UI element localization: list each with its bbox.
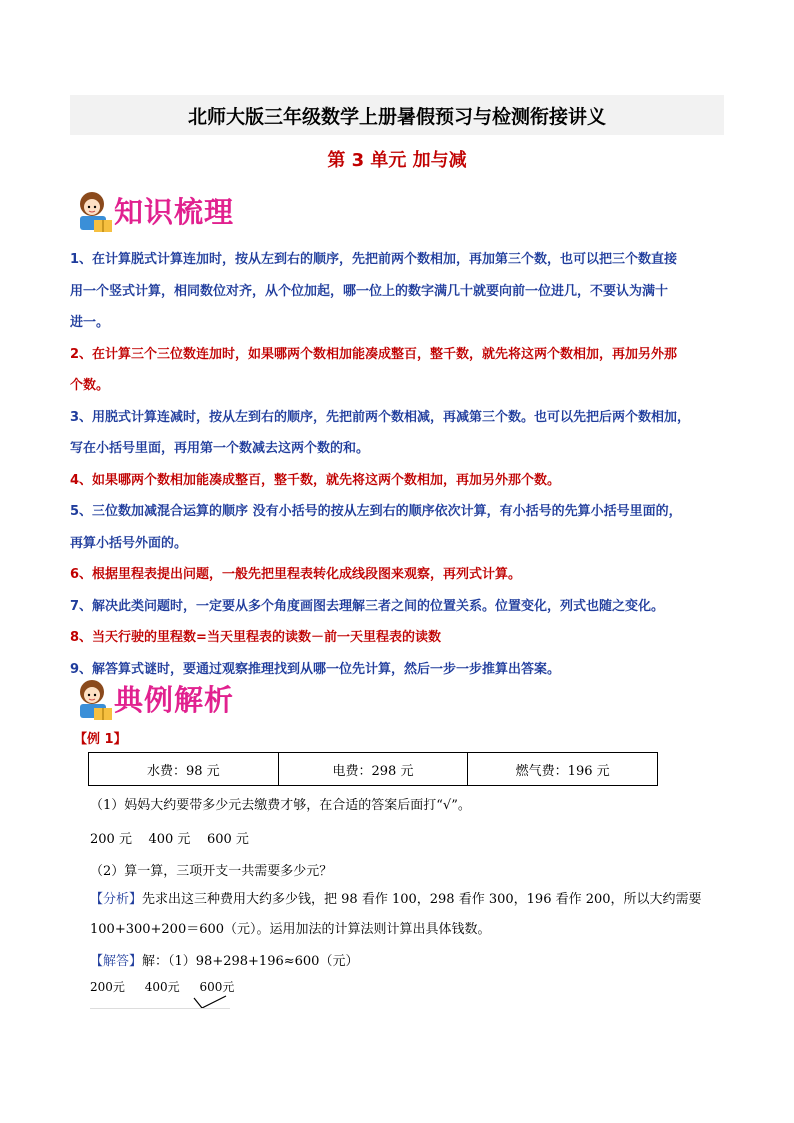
knowledge-point-line: 4、如果哪两个数相加能凑成整百，整千数，就先将这两个数相加，再加另外那个数。 — [70, 472, 561, 488]
answer-options: 200 元 400 元 600 元 — [90, 832, 249, 847]
section-knowledge-label: 知识梳理 — [114, 195, 235, 229]
section-example-heading — [72, 676, 272, 722]
knowledge-point-line: 用一个竖式计算，相同数位对齐，从个位加起，哪一位上的数字满几十就要向前一位进几，不要认为满十 — [70, 283, 669, 299]
knowledge-point-line: 进一。 — [70, 315, 110, 330]
knowledge-point-line: 个数。 — [70, 378, 110, 393]
answer-underline — [90, 1008, 230, 1009]
fee-electric: 电费：298 元 — [278, 753, 468, 786]
knowledge-point-line: 再算小括号外面的。 — [70, 535, 188, 551]
knowledge-point-line: 6、根据里程表提出问题，一般先把里程表转化成线段图来观察，再列式计算。 — [70, 567, 522, 582]
option-200: 200元 — [90, 980, 125, 994]
analysis-block — [90, 885, 730, 945]
knowledge-points — [70, 244, 730, 685]
knowledge-point-line: 2、在计算三个三位数连加时，如果哪两个数相加能凑成整百，整千数，就先将这两个数相加，再加另外那 — [70, 346, 678, 362]
example-tag: 【例 1】 — [74, 732, 127, 747]
knowledge-point-line: 8、当天行驶的里程数=当天里程表的读数－前一天里程表的读数 — [70, 630, 441, 645]
answer-tag: 【解答】 — [90, 954, 143, 969]
knowledge-point-line: 写在小括号里面，再用第一个数减去这两个数的和。 — [70, 441, 370, 456]
knowledge-point-line: 7、解决此类问题时，一定要从多个角度画图去理解三者之间的位置关系。位置变化，列式也随之变化。 — [70, 598, 665, 614]
option-400: 400元 — [144, 980, 180, 994]
question-2: （2）算一算，三项开支一共需要多少元？ — [90, 864, 333, 879]
fee-gas: 燃气费：196 元 — [468, 753, 658, 786]
girl-reading-icon — [72, 188, 116, 234]
knowledge-point-line: 9、解答算式谜时，要通过观察推理找到从哪一位先计算，然后一步一步推算出答案。 — [70, 661, 561, 677]
fee-table — [88, 752, 658, 786]
answer-line-1: 解：（1）98+298+196≈600（元） — [142, 954, 359, 969]
knowledge-point-line: 3、用脱式计算连减时，按从左到右的顺序，先把前两个数相减，再减第三个数。也可以先把后两个数相加， — [70, 409, 691, 425]
analysis-line-2: 100+300+200＝600（元）。运用加法的计算法则计算出具体钱数。 — [90, 922, 491, 937]
section-example-label: 典例解析 — [114, 683, 235, 717]
girl-reading-icon — [72, 676, 116, 722]
page-title: 北师大版三年级数学上册暑假预习与检测衔接讲义 — [187, 106, 606, 128]
table-row — [89, 753, 658, 786]
unit-subtitle: 第 3 单元 加与减 — [327, 150, 467, 171]
option-600: 600元 — [199, 980, 235, 994]
question-1: （1）妈妈大约要带多少元去缴费才够，在合适的答案后面打“√”。 — [90, 798, 471, 813]
answer-block — [90, 947, 730, 977]
knowledge-point-line: 1、在计算脱式计算连加时，按从左到右的顺序，先把前两个数相加，再加第三个数，也可以把三个数直接 — [70, 252, 678, 267]
section-knowledge-heading — [72, 188, 272, 234]
analysis-tag: 【分析】 — [90, 892, 143, 907]
knowledge-point-line: 5、三位数加减混合运算的顺序 没有小括号的按从左到右的顺序依次计算，有小括号的先算小括号里面的， — [70, 504, 682, 519]
checkmark-icon — [192, 992, 232, 1012]
analysis-line-1: 先求出这三种费用大约多少钱，把 98 看作 100，298 看作 300，196 看作 200，所以大约需要 — [142, 892, 702, 907]
fee-water: 水费：98 元 — [89, 753, 279, 786]
